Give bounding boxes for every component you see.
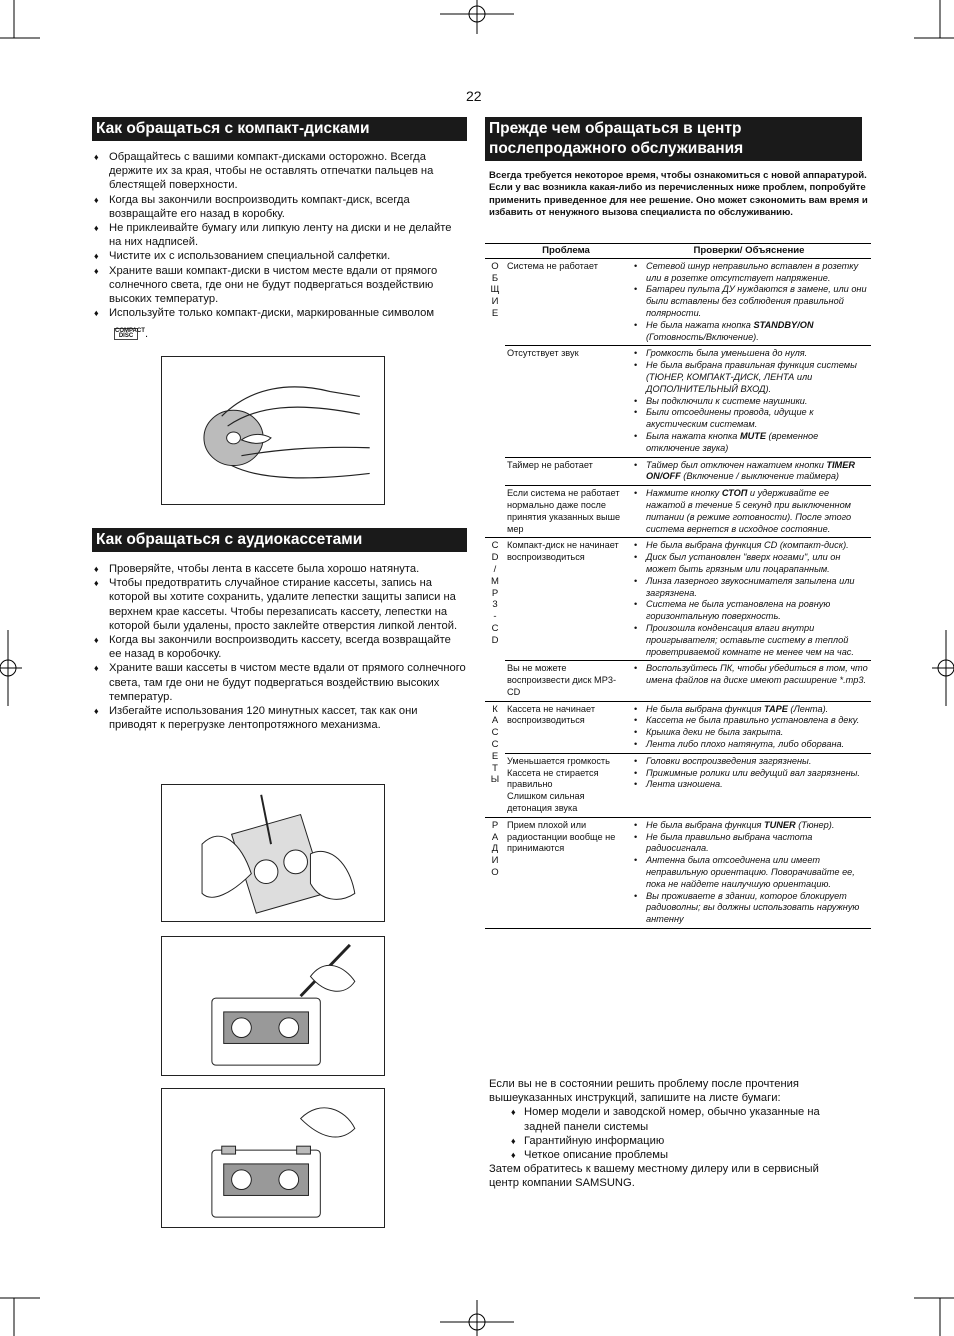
check-item: • Воспользуйтесь ПК, чтобы убедиться в том, что имена файлов на диске имеют расширение *.mp3.	[629, 663, 869, 687]
column-header-problem: Проблема	[505, 244, 627, 259]
check-item: • Лента либо плохо натянута, либо оборвана.	[629, 739, 869, 751]
cassette-tension-illustration	[161, 784, 385, 922]
check-item: • Вы проживаете в здании, которое блокирует радиоволны; вы должны использовать наружную антенну	[629, 891, 869, 926]
category-letter: -	[493, 611, 497, 623]
category-label	[485, 258, 505, 538]
problem-text: Таймер не работает	[507, 459, 593, 470]
problem-text: Слишком сильная детонация звука	[507, 791, 585, 814]
check-key: СТОП	[721, 488, 748, 499]
problem-text: Вы не можете воспроизвести диск MP3-CD	[507, 663, 617, 697]
table-row	[485, 753, 871, 817]
check-item: • Система не была установлена на ровную горизонтальную поверхность.	[629, 599, 869, 623]
check-item: • Не была выбрана функция CD (компакт-диск).	[629, 540, 869, 552]
cassette-tape-over-illustration	[161, 1088, 385, 1228]
cassette-tab-removal-illustration	[161, 936, 385, 1076]
category-letter: Т	[492, 762, 498, 774]
service-section-title: Прежде чем обращаться в центр послепродажного обслуживания	[485, 117, 862, 161]
check-item: • Были отсоединены провода, идущие к акустическим системам.	[629, 407, 869, 431]
category-label	[485, 538, 505, 701]
category-letter: О	[491, 867, 499, 879]
registration-mark-left	[0, 630, 22, 706]
problem-cell	[505, 346, 627, 457]
problem-cell	[505, 817, 627, 928]
problem-cell	[505, 661, 627, 701]
table-row	[485, 486, 871, 538]
problem-text: Система не работает	[507, 260, 598, 271]
list-item: ♦ Когда вы закончили воспроизводить компакт-диск, всегда возвращайте его назад в коробку.	[94, 193, 464, 221]
category-letter: А	[491, 831, 499, 843]
registration-mark-bottom	[440, 1300, 514, 1336]
table-row	[485, 701, 871, 753]
category-letter: О	[491, 260, 499, 272]
table-row	[485, 538, 871, 661]
check-item: • Не была выбрана правильная функция системы (ТЮНЕР, КОМПАКТ-ДИСК, ЛЕНТА или ДОПОЛНИТЕЛЬНЫЙ ВХОД).	[629, 360, 869, 395]
checks-cell	[627, 346, 871, 457]
category-letter: 3	[492, 599, 498, 611]
table-row	[485, 457, 871, 486]
table-row	[485, 258, 871, 346]
category-letter: А	[491, 715, 499, 727]
check-key: MUTE	[739, 430, 766, 441]
check-item: • Не была выбрана функция TUNER (Тюнер).	[629, 820, 869, 832]
service-outro: Если вы не в состоянии решить проблему после прочтения вышеуказанных инструкций, запишите на листе бумаги: ♦ Номер модели и заводской номер, обычно указанные на задней панели системы ♦ Гарантийную информацию ♦ Четкое описание проблемы Затем обратитесь к вашему местному дилеру или в сервисный центр компании SAMSUNG.	[489, 1077, 849, 1191]
list-item: ♦ Гарантийную информацию	[489, 1134, 849, 1148]
list-item: ♦ Используйте только компакт-диски, маркированные символом	[94, 306, 464, 320]
problem-text: Кассета не стирается правильно	[507, 767, 599, 790]
cd-handling-illustration	[161, 356, 385, 505]
list-item: ♦ Когда вы закончили воспроизводить кассету, всегда возвращайте ее назад в коробочку.	[94, 633, 466, 661]
category-letter: Р	[491, 819, 499, 831]
problem-cell	[505, 538, 627, 661]
check-item: • Вы подключили к системе наушники.	[629, 396, 869, 408]
problem-cell	[505, 753, 627, 817]
cassette-care-list	[94, 562, 466, 732]
check-item: • Нажмите кнопку СТОП и удерживайте ее нажатой в течение 5 секунд при выключенном питании (в режиме готовности). После этого система вернется в исходное состояние.	[629, 488, 869, 535]
category-letter: Д	[491, 843, 499, 855]
checks-cell	[627, 258, 871, 346]
category-label	[485, 817, 505, 928]
category-letter: C	[491, 622, 499, 634]
category-label	[485, 701, 505, 817]
check-item: • Громкость была уменьшена до нуля.	[629, 348, 869, 360]
registration-mark-right	[932, 630, 954, 706]
category-letter: Е	[491, 750, 499, 762]
list-item: ♦ Обращайтесь с вашими компакт-дисками осторожно. Всегда держите их за края, чтобы не оставлять отпечатки пальцев на блестящей поверхности.	[94, 150, 464, 193]
problem-text: Прием плохой или радиостанции вообще не принимаются	[507, 819, 616, 854]
list-item: ♦ Проверяйте, чтобы лента в кассете была хорошо натянута.	[94, 562, 466, 576]
check-key: TUNER	[764, 819, 796, 830]
checks-cell	[627, 701, 871, 753]
check-item: • Крышка деки не была закрыта.	[629, 727, 869, 739]
category-letter: И	[491, 855, 499, 867]
category-letter: Е	[491, 307, 499, 319]
category-letter: И	[491, 296, 499, 308]
list-item: ♦ Избегайте использования 120 минутных кассет, так как они приводят к перегрузке лентопротяжного механизма.	[94, 704, 466, 732]
list-item: ♦ Храните ваши кассеты в чистом месте вдали от прямого солнечного света, там где они не будут подвергаться воздействию высоких температур.	[94, 661, 466, 704]
category-letter: С	[491, 739, 499, 751]
category-letter: Ы	[490, 774, 500, 786]
check-item: • Таймер был отключен нажатием кнопки TIMER ON/OFF (Включение / выключение таймера)	[629, 460, 869, 484]
table-row	[485, 817, 871, 928]
check-key: TIMER ON/OFF	[646, 459, 855, 482]
problem-text: Отсутствует звук	[507, 348, 579, 359]
checks-cell	[627, 753, 871, 817]
checks-cell	[627, 538, 871, 661]
problem-cell	[505, 701, 627, 753]
check-item: • Была нажата кнопка MUTE (временное отключение звука)	[629, 431, 869, 455]
check-item: • Линза лазерного звукоснимателя запылена или загрязнена.	[629, 576, 869, 600]
category-letter: D	[491, 552, 499, 564]
check-item: • Не была правильно выбрана частота радиосигнала.	[629, 832, 869, 856]
troubleshooting-table	[485, 243, 871, 929]
check-item: • Кассета не была правильно установлена в деку.	[629, 715, 869, 727]
service-intro: Всегда требуется некоторое время, чтобы ознакомиться с новой аппаратурой. Если у вас возникла какая-либо из перечисленных ниже проблем, попробуйте применить приведенное для нее решение. Оно может сэкономить вам время и избавить от ненужного вызова специалиста по обслуживанию.	[489, 170, 868, 219]
checks-cell	[627, 486, 871, 538]
problem-text: Кассета не начинает воспроизводиться	[507, 703, 596, 726]
category-letter: /	[493, 563, 497, 575]
category-letter: Б	[491, 272, 499, 284]
list-item: ♦ Номер модели и заводской номер, обычно указанные на задней панели системы	[489, 1105, 849, 1133]
category-letter: С	[491, 727, 499, 739]
checks-cell	[627, 817, 871, 928]
table-row	[485, 661, 871, 701]
problem-text: Компакт-диск не начинает воспроизводиться	[507, 540, 619, 563]
check-item: • Головки воспроизведения загрязнены.	[629, 756, 869, 768]
checks-cell	[627, 457, 871, 486]
column-header-checks: Проверки/ Объяснение	[627, 244, 871, 259]
page-number: 22	[466, 88, 482, 104]
category-letter: C	[491, 540, 499, 552]
check-item: • Не была выбрана функция TAPE (Лента).	[629, 704, 869, 716]
list-item: ♦ Четкое описание проблемы	[489, 1148, 849, 1162]
logo-period: .	[145, 328, 149, 340]
check-item: • Батареи пульта ДУ нуждаются в замене, или они были вставлены без соблюдения правильной полярности.	[629, 284, 869, 319]
check-item: • Произошла конденсация влаги внутри проигрывателя; оставьте систему в теплой проветриваемой комнате не менее чем на час.	[629, 623, 869, 658]
check-item: • Не была нажата кнопка STANDBY/ON (Готовность/Включение).	[629, 320, 869, 344]
problem-cell	[505, 486, 627, 538]
category-letter: P	[491, 587, 499, 599]
compact-disc-logo-icon: COMPACT DISC	[115, 328, 145, 339]
check-item: • Прижимные ролики или ведущий вал загрязнены.	[629, 768, 869, 780]
check-key: STANDBY/ON	[753, 319, 814, 330]
list-item: ♦ Не приклеивайте бумагу или липкую ленту на диски и не делайте на них надписей.	[94, 221, 464, 249]
check-item: • Сетевой шнур неправильно вставлен в розетку или в розетке отсутствует напряжение.	[629, 261, 869, 285]
check-key: TAPE	[764, 703, 788, 714]
cd-care-list	[94, 150, 464, 320]
problem-text: Если система не работает нормально даже после принятия указанных выше мер	[507, 488, 621, 534]
category-letter: D	[491, 634, 499, 646]
check-item: • Лента изношена.	[629, 779, 869, 791]
category-letter: M	[491, 575, 499, 587]
category-letter: Щ	[490, 284, 500, 296]
list-item: ♦ Чистите их с использованием специальной салфетки.	[94, 249, 464, 263]
category-letter: К	[492, 703, 498, 715]
check-item: • Диск был установлен "вверх ногами", или он может быть грязным или поцарапанным.	[629, 552, 869, 576]
list-item: ♦ Храните ваши компакт-диски в чистом месте вдали от прямого солнечного света, где они не будут подвергаться воздействию высоких температур.	[94, 264, 464, 307]
checks-cell	[627, 661, 871, 701]
problem-cell	[505, 457, 627, 486]
problem-text: Уменьшается громкость	[507, 755, 610, 766]
problem-cell	[505, 258, 627, 346]
check-item: • Антенна была отсоединена или имеет неправильную ориентацию. Поворачивайте ее, пока не найдете наилучшую ориентацию.	[629, 855, 869, 890]
table-row	[485, 346, 871, 457]
registration-mark-top	[440, 0, 514, 34]
cd-section-title: Как обращаться с компакт-дисками	[92, 117, 467, 141]
list-item: ♦ Чтобы предотвратить случайное стирание кассеты, запись на которой вы хотите сохранить, удалите лепестки защиты записи на верхнем крае кассеты. Чтобы перезаписать кассету, лепестки на которой были удалены, просто заклейте отверстия липкой лентой.	[94, 576, 466, 633]
cassette-section-title: Как обращаться с аудиокассетами	[92, 528, 467, 552]
